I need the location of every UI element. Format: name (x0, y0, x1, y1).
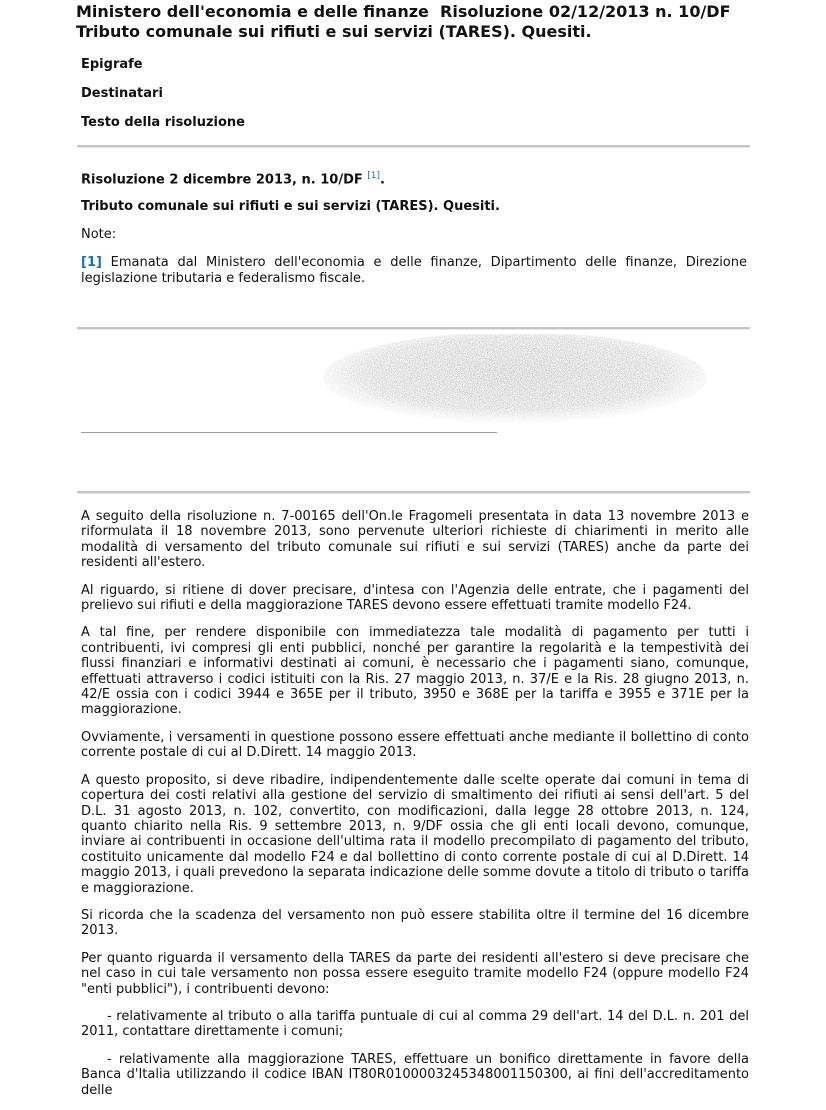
footnote-marker (367, 168, 380, 181)
toc-item-testo-risoluzione[interactable]: Testo della risoluzione (81, 115, 245, 130)
body-paragraph-3: A tal fine, per rendere disponibile con immediatezza tale modalità di pagamento per tutti i contribuenti, ivi compresi gli enti pubblici, nonché per garantire la regolarità e la tempestività dei flussi finanziari e informativi destinati ai comuni, è necessario che i pagamenti siano, comunque, effettuati attraverso i codici istituiti con la Ris. 27 maggio 2013, n. 37/E e la Ris. 28 giugno 2013, n. 42/E ossia con i codici 3944 e 365E per il tributo, 3950 e 368E per la tariffa e 3955 e 371E per la maggiorazione. (81, 625, 749, 718)
resolution-body (81, 509, 749, 1110)
scan-noise-blot (320, 334, 710, 426)
body-paragraph-7: Per quanto riguarda il versamento della TARES da parte dei residenti all'estero si deve precisare che nel caso in cui tale versamento non possa essere eseguito tramite modello F24 (oppure modello F24 "enti pubblici"), i contribuenti devono: (81, 950, 749, 997)
document-title-line1: Ministero dell'economia e delle finanze Risoluzione 02/12/2013 n. 10/DF (76, 2, 731, 21)
section-divider-bottom (77, 491, 750, 494)
body-list-item-1: - relativamente al tributo o alla tariffa puntuale di cui al comma 29 dell'art. 14 del D.L. n. 201 del 2011, contattare direttamente i comuni; (81, 1008, 749, 1040)
body-paragraph-4: Ovviamente, i versamenti in questione possono essere effettuati anche mediante il bollettino di conto corrente postale di cui al D.Dirett. 14 maggio 2013. (81, 729, 749, 761)
toc-item-destinatari[interactable]: Destinatari (81, 86, 163, 101)
footnote-entry (81, 255, 747, 287)
body-paragraph-6: Si ricorda che la scadenza del versamento non può essere stabilita oltre il termine del 16 dicembre 2013. (81, 907, 749, 939)
resolution-title-text: Risoluzione 2 dicembre 2013, n. 10/DF (81, 172, 368, 188)
document-title-line2: Tributo comunale sui rifiuti e sui servizi (TARES). Quesiti. (76, 22, 592, 41)
body-list-item-2: - relativamente alla maggiorazione TARES, effettuare un bonifico direttamente in favore della Banca d'Italia utilizzando il codice IBAN IT80R0100003245348001150300, ai fini dell'accreditamento delle (81, 1051, 749, 1098)
section-divider-middle (77, 327, 750, 330)
resolution-title (81, 168, 385, 187)
body-paragraph-1: A seguito della risoluzione n. 7-00165 dell'On.le Fragomeli presentata in data 13 novembre 2013 e riformulata il 18 novembre 2013, sono pervenute ulteriori richieste di chiarimenti in merito alle modalità di versamento del tributo comunale sui rifiuti e sui servizi (TARES) anche da parte dei residenti all'estero. (81, 509, 749, 571)
body-paragraph-5: A questo proposito, si deve ribadire, indipendentemente dalle scelte operate dai comuni in tema di copertura dei costi relativi alla gestione del servizio di smaltimento dei rifiuti ai sensi dell'art. 5 del D.L. 31 agosto 2013, n. 102, convertito, con modificazioni, dalla legge 28 ottobre 2013, n. 124, quanto chiarito nella Ris. 9 settembre 2013, n. 9/DF ossia che gli enti locali devono, comunque, inviare ai contribuenti in occasione dell'ultima rata il modello precompilato di pagamento del tributo, costituito unicamente dal modello F24 e dal bollettino di conto corrente postale di cui al D.Dirett. 14 maggio 2013, i quali prevedono la separata indicazione delle somme dovute a titolo di tributo o tariffa e maggiorazione. (81, 772, 749, 896)
table-of-contents (81, 57, 245, 144)
section-divider-top (77, 145, 750, 148)
resolution-subtitle: Tributo comunale sui rifiuti e sui servizi (TARES). Quesiti. (81, 199, 500, 214)
notes-label: Note: (81, 227, 117, 242)
resolution-title-end: . (380, 172, 385, 188)
footnote-text: Emanata dal Ministero dell'economia e delle finanze, Dipartimento delle finanze, Direzione legislazione tributaria e federalismo fiscale. (81, 255, 747, 286)
thin-divider (81, 432, 497, 433)
footnote-link[interactable]: [1] (367, 171, 381, 181)
toc-item-epigrafe[interactable]: Epigrafe (81, 57, 143, 72)
body-paragraph-2: Al riguardo, si ritiene di dover precisare, d'intesa con l'Agenzia delle entrate, che i pagamenti del prelievo sui rifiuti e della maggiorazione TARES devono essere effettuati tramite modello F24. (81, 582, 749, 614)
footnote-ref-link[interactable]: [1] (81, 255, 102, 270)
document-title (76, 2, 806, 42)
